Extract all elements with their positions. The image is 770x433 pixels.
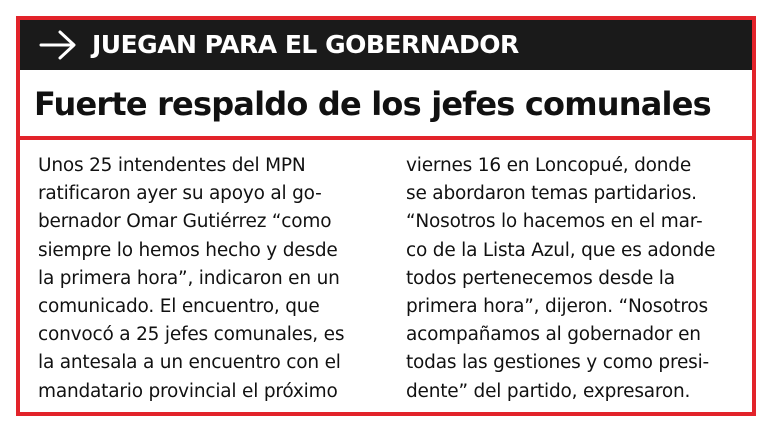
article-column-right — [406, 152, 738, 406]
arrow-right-icon — [38, 28, 78, 62]
body-line: acompañamos al gobernador en — [406, 324, 701, 346]
body-line: dente” del partido, expresaron. — [406, 380, 691, 402]
body-line: convocó a 25 jefes comunales, es — [38, 324, 345, 346]
divider — [20, 136, 752, 140]
kicker-bar — [20, 20, 752, 70]
body-line: primera hora”, dijeron. “Nosotros — [406, 296, 708, 318]
body-line: “Nosotros lo hacemos en el mar- — [406, 211, 703, 233]
article-box — [16, 16, 756, 416]
body-line: la primera hora”, indicaron en un — [38, 267, 340, 289]
body-line: todos pertenecemos desde la — [406, 267, 675, 289]
body-line: mandatario provincial el próximo — [38, 380, 338, 402]
body-line: todas las gestiones y como presi- — [406, 352, 709, 374]
body-line: la antesala a un encuentro con el — [38, 352, 341, 374]
body-line: Unos 25 intendentes del MPN — [38, 155, 306, 176]
body-line: se abordaron temas partidarios. — [406, 183, 697, 205]
body-line: siempre lo hemos hecho y desde — [38, 239, 338, 261]
body-line: bernador Omar Gutiérrez “como — [38, 211, 332, 233]
body-line: ratificaron ayer su apoyo al go- — [38, 183, 322, 205]
body-line: viernes 16 en Loncopué, donde — [406, 155, 692, 176]
headline: Fuerte respaldo de los jefes comunales — [34, 85, 711, 123]
body-line: comunicado. El encuentro, que — [38, 296, 320, 318]
body-line: co de la Lista Azul, que es adonde — [406, 239, 716, 261]
kicker-text: JUEGAN PARA EL GOBERNADOR — [92, 30, 519, 59]
article-column-left — [38, 152, 380, 406]
